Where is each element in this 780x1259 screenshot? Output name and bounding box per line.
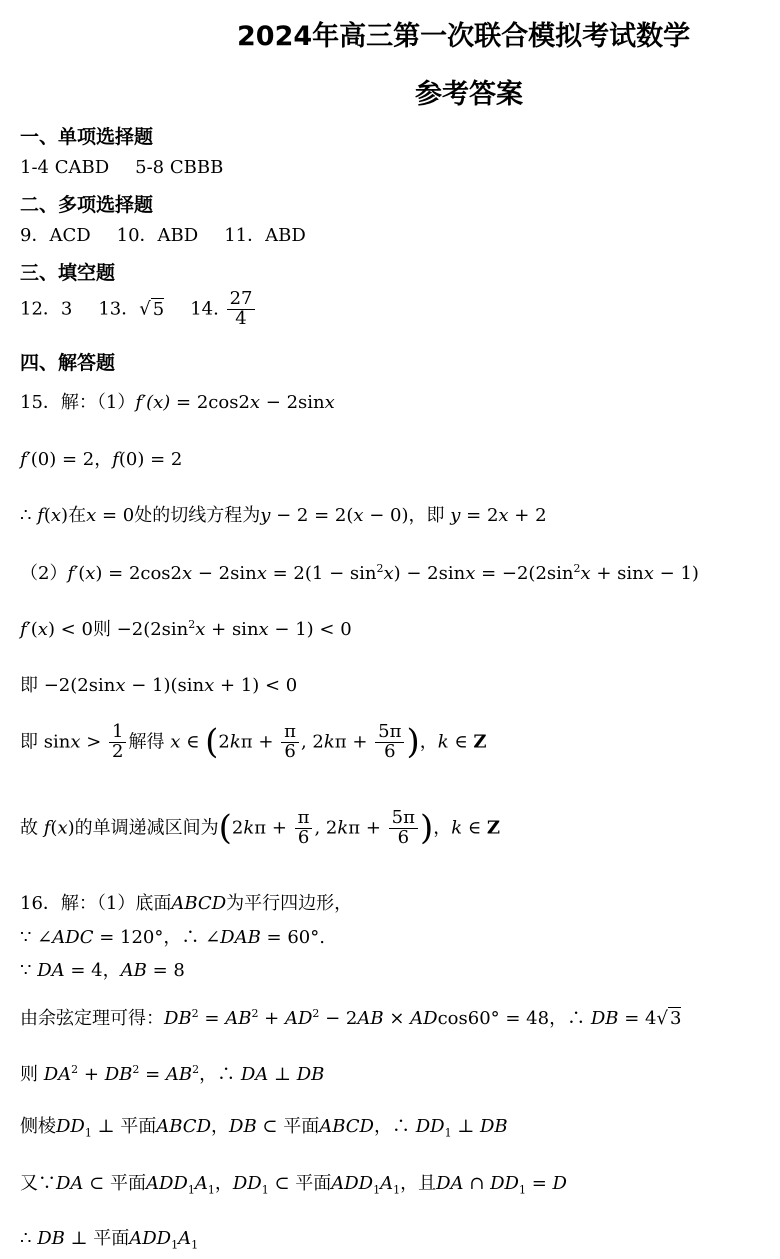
answers-5-8: 5-8 CBBB [135,157,224,178]
p15-line-6: 即 −2(2sinx − 1)(sinx + 1) < 0 [20,675,298,696]
p15-line-3: ∴ f(x)在x = 0处的切线方程为y − 2 = 2(x − 0)，即 y = 2x + 2 [20,505,547,526]
page-subtitle: 参考答案 [415,79,523,110]
answer-10: 10．ABD [116,225,199,246]
p16-line-4: 由余弦定理可得：$DB^2 = AB^2 + AD^2 - 2AB \times ADcos60^\circ = 48$，∴ DB = 4√ 3 [20,1007,682,1029]
page-title: 2024年高三第一次联合模拟考试数学 [237,21,691,52]
p16-line-5: 则 $DA^2 + DB^2 = AB^2$，∴ DA ⊥ DB [20,1063,325,1085]
answer-9: 9．ACD [20,225,91,246]
section-1-answers [20,157,223,179]
p16-line-8: ∴ DB ⊥ 平面$ADD_1A_1$ [20,1228,199,1252]
p16-line-7: 又∵DA ⊂ 平面$ADD_1A_1$，$DD_1$ ⊂ 平面$ADD_1A_1$，且DA ∩ $DD_1 = D$ [20,1173,567,1197]
answers-1-4: 1-4 CABD [20,157,110,178]
answer-12: 12．3 [20,298,73,320]
p16-line-2: ∵ ∠ADC = 120°，∴ ∠DAB = 60°. [20,927,325,948]
section-2-answers [20,225,306,247]
section-3-answers: 12．3 13．√ 5 14. $\frac{27}{4}$ [20,290,257,329]
p16-line-1: 16．解：（1）底面ABCD为平行四边形， [20,893,353,914]
p16-line-6: 侧棱$DD_1$ ⊥ 平面ABCD，DB ⊂ 平面ABCD，∴ $DD_1$ ⊥ DB [20,1116,508,1140]
section-1-heading: 一、单项选择题 [20,126,154,148]
p15-line-8: 故 f(x)的单调递减区间为(2kπ + $\frac{\pi}{6}$ , 2kπ + $\frac{5\pi}{6}$ )，k ∈ Z [20,807,501,848]
p16-line-3: ∵ DA = 4，AB = 8 [20,960,185,981]
answer-13-value: 5 [152,298,165,320]
answer-14-label: 14. [190,298,219,320]
p15-line-5: f′(x) < 0则 $-2(2\sin^2x + \sin x - 1) < 0$ [20,618,352,640]
p15-line-4: $(2)f'(x) = 2\cos 2x - 2\sin x = 2(1 - \sin^2x) - 2\sin x = -2(2\sin^2x + \sin x - 1)$ [20,562,699,584]
answer-13-label: 13． [98,298,140,320]
p15-line-1: 15．解：（1）f′(x) = 2cos2x − 2sinx [20,392,335,413]
p15-line-2: f′(0) = 2，f(0) = 2 [20,449,183,470]
p15-line-7: 即 sinx > $\frac{1}{2}$ 解得 x ∈ (2kπ + $\frac{\pi}{6}$ , 2kπ + $\frac{5\pi}{6}$ )，k ∈ Z [20,721,487,762]
section-2-heading: 二、多项选择题 [20,194,154,216]
answer-14-fraction: $\frac{27}{4}$ [227,290,256,329]
section-4-heading: 四、解答题 [20,352,116,374]
answer-11: 11．ABD [224,225,306,246]
section-3-heading: 三、填空题 [20,262,116,284]
